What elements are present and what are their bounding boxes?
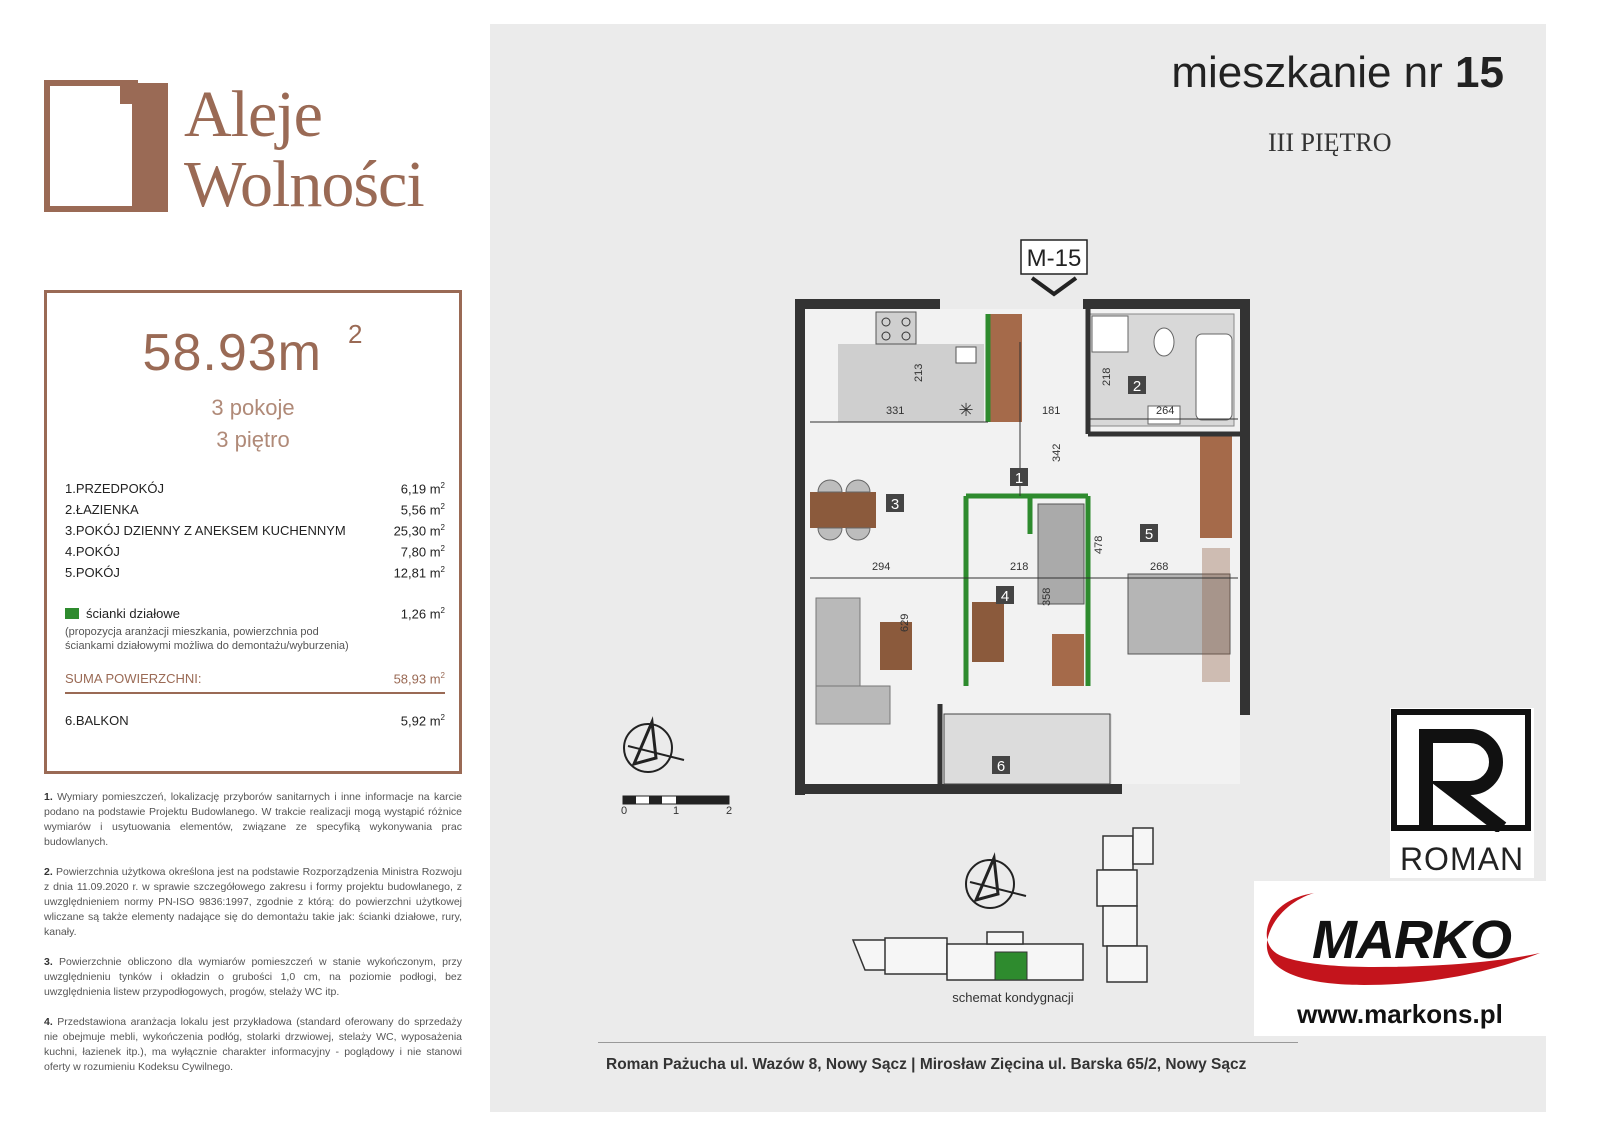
- room-number: 6: [996, 758, 1006, 775]
- room-number: 2: [1132, 378, 1142, 395]
- partition-walls-row: ścianki działowe 1,26 $m^2$: [65, 606, 445, 621]
- dimension-label: 264: [1156, 405, 1175, 417]
- roman-logo-mark: [1390, 708, 1534, 832]
- dimension-label: 358: [1041, 587, 1053, 606]
- partition-walls-note: (propozycja aranżacji mieszkania, powierzchnia pod ściankami działowymi możliwa do demontażu/wyburzenia): [65, 626, 349, 652]
- area-summary-box: [44, 290, 462, 774]
- room-row: 1.PRZEDPOKÓJ 6,19 $m^2$: [65, 481, 445, 497]
- north-arrow-icon: [624, 722, 684, 772]
- dimension-label: 294: [872, 561, 891, 573]
- footnotes: [44, 790, 462, 1090]
- room-number: 5: [1144, 526, 1154, 543]
- room-list: [65, 481, 445, 586]
- roman-logo: [1390, 708, 1534, 878]
- footer-addresses: Roman Pażucha ul. Wazów 8, Nowy Sącz | Mirosław Zięcina ul. Barska 65/2, Nowy Sącz: [606, 1056, 1247, 1073]
- footer-divider: [598, 1042, 1298, 1043]
- dimension-label: 331: [886, 405, 905, 417]
- footnote: 4. Przedstawiona aranżacja lokalu jest przykładowa (standard oferowany do sprzedaży nie obejmuje mebli, wykończenia podłóg, stolarki drzwiowej, stelaży WC, wyposażenia kuchni, łazienek itp.), ma wyłącznie charakter informacyjny - poglądowy i nie stanowi oferty w rozumieniu Kodeksu Cywilnego.: [44, 1016, 462, 1073]
- balcony-row: 6.BALKON 5,92 $m^2$: [65, 713, 445, 729]
- unit-tag: M-15: [1026, 245, 1082, 272]
- marko-logo-text: MARKO: [1312, 910, 1511, 970]
- room-row: 3.POKÓJ DZIENNY Z ANEKSEM KUCHENNYM 25,30 $m^2$: [65, 523, 445, 539]
- room-number: 3: [890, 496, 900, 513]
- dimension-label: 213: [913, 363, 925, 382]
- apartment-floorplan: [590, 234, 1290, 814]
- dimension-label: 218: [1101, 367, 1113, 386]
- scale-label: 1: [672, 805, 680, 814]
- marko-logo: [1254, 881, 1546, 1036]
- dimension-label: 629: [899, 613, 911, 632]
- area-sum-row: SUMA POWIERZCHNI: 58,93 $m^2$: [65, 671, 445, 694]
- floorplan-panel: [490, 24, 1546, 1112]
- footnote: 3. Powierzchnie obliczono dla wymiarów pomieszczeń w stanie wykończonym, przy uwzględnieniu tynków i okładzin o grubości 1,0 cm, na poziomie podłogi, bez uwzględnienia listew przypodłogowych, progów, stelaży WC itp.: [44, 956, 462, 998]
- room-row: 2.ŁAZIENKA 5,56 $m^2$: [65, 502, 445, 518]
- rooms-count: 3 pokoje: [211, 395, 295, 420]
- roman-logo-text: ROMAN: [1399, 841, 1525, 877]
- brand-name-line2: Wolności: [184, 148, 424, 221]
- footnote: 1. Wymiary pomieszczeń, lokalizację przyborów sanitarnych i inne informacje na karcie podano na podstawie Projektu Budowlanego. W trakcie realizacji mogą wystąpić różnice wymiarów i usytuowania elementów, związane ze specyfiką wykonywania prac budowlanych.: [44, 791, 462, 848]
- legend-swatch: [65, 608, 79, 619]
- brand-name-line1: Aleje: [184, 78, 322, 151]
- floor-schema: [845, 824, 1205, 1014]
- floor-number: 3 piętro: [216, 427, 290, 452]
- dimension-label: 218: [1010, 561, 1029, 573]
- dimension-label: 342: [1051, 443, 1063, 462]
- scale-bar: [621, 796, 732, 814]
- apartment-title: mieszkanie nr 15: [1171, 48, 1504, 97]
- room-number: 4: [1000, 588, 1010, 605]
- dimension-label: 268: [1150, 561, 1169, 573]
- brand-logo-mark: [44, 80, 170, 216]
- room-row: 4.POKÓJ 7,80 $m^2$: [65, 544, 445, 560]
- floor-label: III PIĘTRO: [1268, 128, 1392, 157]
- room-number: 1: [1014, 470, 1024, 487]
- scale-label: 0: [620, 805, 628, 814]
- room-row: 5.POKÓJ 12,81 $m^2$: [65, 565, 445, 581]
- schema-label: schemat kondygnacji: [952, 990, 1074, 1005]
- scale-label: 2: [725, 805, 733, 814]
- brand-name: [184, 80, 424, 220]
- dimension-label: 478: [1093, 535, 1105, 554]
- footnote: 2. Powierzchnia użytkowa określona jest na podstawie Rozporządzenia Ministra Rozwoju z dnia 11.09.2020 r. w sprawie szczegółowego zakresu i formy projektu budowlanego, z uwzględnieniem normy PN-ISO 9836:1997, zgodnie z którą: do powierzchni użytkowej wliczane są także elementy nadające się do demontażu takie jak: ścianki działowe, rury, kanały.: [44, 866, 462, 938]
- svg-text:✳: ✳: [958, 400, 974, 420]
- north-arrow-icon: [966, 858, 1026, 908]
- dimension-label: 181: [1042, 405, 1061, 417]
- marko-url: www.markons.pl: [1297, 999, 1503, 1029]
- total-area: 58.93m $^2$: [142, 319, 364, 382]
